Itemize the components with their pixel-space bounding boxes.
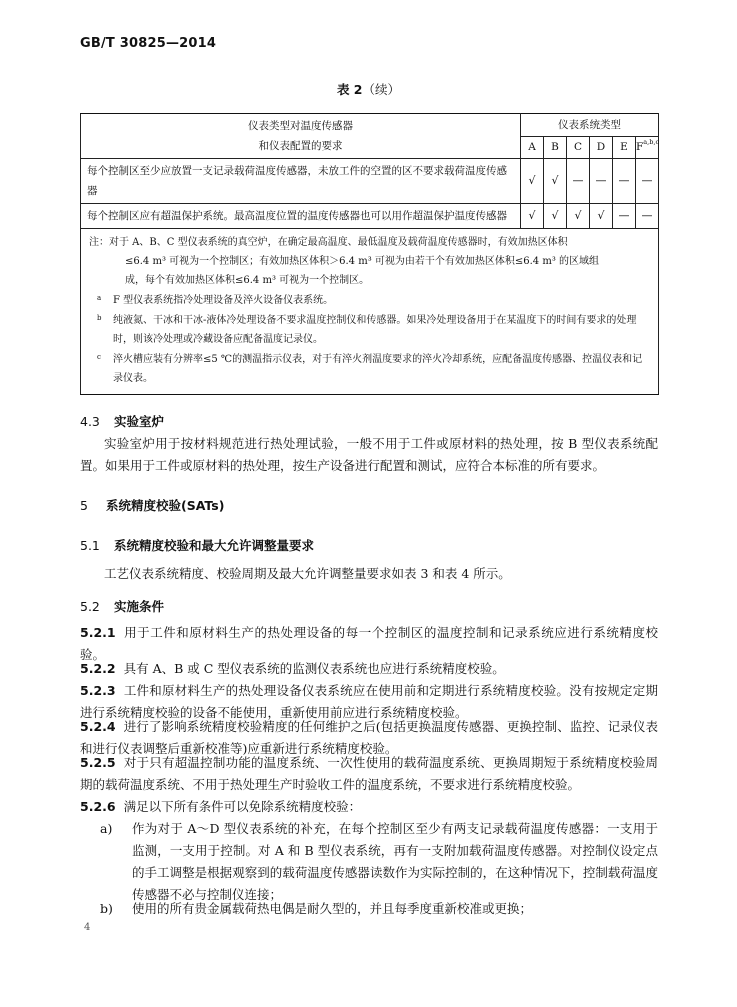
footnote-text: F 型仪表系统指冷处理设备及淬火设备仪表系统。 (113, 295, 334, 306)
type-letter-e: E (613, 136, 636, 159)
footnote-text: 纯液氮、干冰和干冰-液体冷处理设备不要求温度控制仪和传感器。如果冷处理设备用于在某温度下的时间有要求的处理时，则该冷处理或冷藏设备应配备温度记录仪。 (113, 315, 637, 345)
table-notes-row (81, 229, 659, 395)
section-number: 5.2 (80, 599, 100, 614)
table-header-row (81, 114, 659, 137)
footnote (89, 291, 650, 310)
table-caption-title: 表 2 (336, 82, 363, 97)
dash-mark: — (613, 159, 636, 204)
table-caption-continued: （续） (362, 82, 401, 97)
clause-text: 对于只有超温控制功能的温度系统、一次性使用的载荷温度系统、更换周期短于系统精度校验周期的载荷温度系统、不用于热处理生产时验收工件的温度系统，不要求进行系统精度校验。 (80, 755, 658, 792)
clause-5-2-5 (80, 752, 658, 796)
list-text: 使用的所有贵金属载荷热电偶是耐久型的，并且每季度重新校准或更换； (132, 901, 533, 916)
paragraph-4-3: 实验室炉用于按材料规范进行热处理试验，一般不用于工件或原材料的热处理，按 B 型仪表系统配置。如果用于工件或原材料的热处理，按生产设备进行配置和测试，应符合本标准的所有要求。 (80, 436, 658, 473)
clause-text: 满足以下所有条件可以免除系统精度校验： (123, 799, 362, 814)
clause-number: 5.2.2 (80, 661, 116, 676)
section-number: 4.3 (80, 414, 100, 429)
table-caption (0, 80, 737, 98)
section-heading-5-2 (80, 597, 164, 615)
section-title: 实验室炉 (113, 414, 164, 429)
clause-5-2-2 (80, 658, 658, 680)
clause-text: 具有 A、B 或 C 型仪表系统的监测仪表系统也应进行系统精度校验。 (123, 661, 505, 676)
section-title: 系统精度校验和最大允许调整量要求 (113, 538, 314, 553)
list-marker: b) (100, 901, 113, 916)
clause-number: 5.2.6 (80, 799, 116, 814)
footnote-mark: c (97, 353, 101, 361)
section-heading-4-3 (80, 412, 164, 430)
check-mark: √ (590, 204, 613, 229)
section-heading-5 (80, 496, 224, 514)
clause-number: 5.2.1 (80, 625, 116, 640)
note-line: 成，每个有效加热区体积≤6.4 m³ 可视为一个控制区。 (125, 275, 370, 286)
dash-mark: — (636, 159, 659, 204)
footnote-mark: b (97, 314, 102, 322)
standard-code-header: GB/T 30825—2014 (80, 36, 217, 51)
requirement-text: 每个控制区至少应放置一支记录载荷温度传感器，未放工件的空置的区不要求载荷温度传感器 (81, 159, 521, 204)
clause-5-2-6 (80, 796, 658, 818)
check-mark: √ (521, 204, 544, 229)
section-title: 系统精度校验(SATs) (105, 498, 225, 513)
instrument-requirements-table (80, 113, 659, 395)
note-line: ≤6.4 m³ 可视为一个控制区；有效加热区体积＞6.4 m³ 可视为由若干个有效加热区体积≤6.4 m³ 的区域组 (125, 256, 600, 267)
type-letter-a: A (521, 136, 544, 159)
footnote-mark: a (97, 294, 102, 302)
footnote (89, 311, 650, 349)
type-letter-f-text: F (636, 141, 644, 154)
list-marker: a) (100, 821, 113, 836)
table-notes (81, 229, 659, 395)
type-letter-c: C (567, 136, 590, 159)
type-letter-f (636, 136, 659, 159)
clause-text: 进行了影响系统精度校验精度的任何维护之后(包括更换温度传感器、更换控制、监控、记录仪表和进行仪表调整后重新校准等)应重新进行系统精度校验。 (80, 719, 658, 756)
table-row (81, 204, 659, 229)
type-letter-f-footnote-ref: a,b,c (643, 138, 660, 147)
dash-mark: — (590, 159, 613, 204)
type-letter-d: D (590, 136, 613, 159)
requirement-header-line2: 和仪表配置的要求 (258, 140, 343, 152)
clause-number: 5.2.5 (80, 755, 116, 770)
section-number: 5 (80, 498, 88, 513)
requirement-header-line1: 仪表类型对温度传感器 (248, 120, 353, 132)
section-title: 实施条件 (113, 599, 164, 614)
clause-number: 5.2.4 (80, 719, 116, 734)
clause-text: 用于工件和原材料生产的热处理设备的每一个控制区的温度控制和记录系统应进行系统精度校验。 (80, 625, 658, 662)
clause-text: 工件和原材料生产的热处理设备仪表系统应在使用前和定期进行系统精度校验。没有按规定定期进行系统精度校验的设备不能使用，重新使用前应进行系统精度校验。 (80, 683, 658, 720)
check-mark: √ (544, 159, 567, 204)
section-heading-5-1 (80, 536, 314, 554)
footnote (89, 350, 650, 388)
dash-mark: — (636, 204, 659, 229)
check-mark: √ (567, 204, 590, 229)
dash-mark: — (613, 204, 636, 229)
list-item-a (100, 818, 658, 906)
clause-number: 5.2.3 (80, 683, 116, 698)
table-row (81, 159, 659, 204)
section-number: 5.1 (80, 538, 100, 553)
requirement-column-header (81, 114, 521, 159)
footnote-text: 淬火槽应装有分辨率≤5 ℃的测温指示仪表，对于有淬火剂温度要求的淬火冷却系统，应配备温度传感器、控温仪表和记录仪表。 (113, 354, 643, 384)
type-letter-b: B (544, 136, 567, 159)
paragraph-5-1: 工艺仪表系统精度、校验周期及最大允许调整量要求如表 3 和表 4 所示。 (104, 566, 511, 581)
list-text: 作为对于 A～D 型仪表系统的补充，在每个控制区至少有两支记录载荷温度传感器：一支用于监测，一支用于控制。对 A 和 B 型仪表系统，再有一支附加载荷温度传感器。对控制仪设定点的手工调整是根据观察到的载荷温度传感器读数作为实际控制的，在这种情况下，控制载荷温度传感器不必与控制仪连接； (132, 821, 658, 902)
check-mark: √ (521, 159, 544, 204)
page-number: 4 (84, 922, 91, 933)
dash-mark: — (567, 159, 590, 204)
list-item-b (100, 898, 658, 920)
check-mark: √ (544, 204, 567, 229)
note-line: 注：对于 A、B、C 型仪表系统的真空炉，在确定最高温度、最低温度及载荷温度传感器时，有效加热区体积 (89, 237, 568, 248)
instrument-type-header: 仪表系统类型 (521, 114, 659, 137)
requirement-text: 每个控制区应有超温保护系统。最高温度位置的温度传感器也可以用作超温保护温度传感器 (81, 204, 521, 229)
